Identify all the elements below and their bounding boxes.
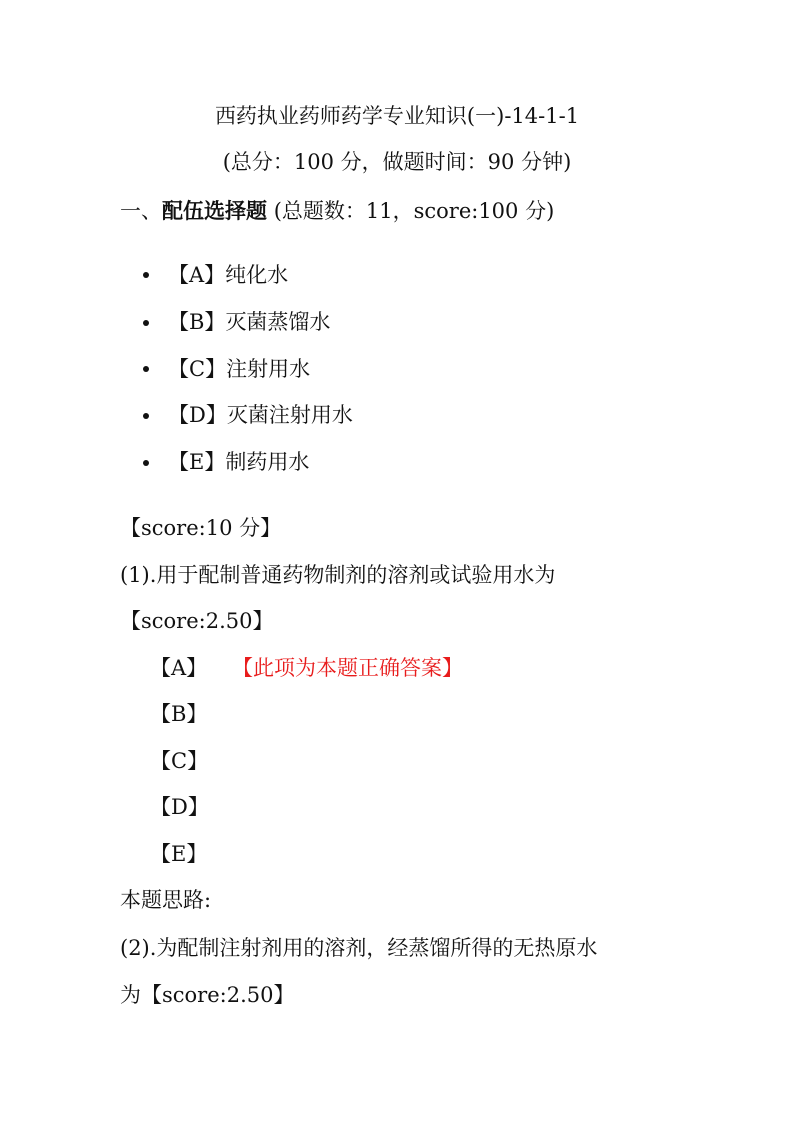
option-item	[168, 259, 288, 289]
doc-title: 西药执业药师药学专业知识(一)-14-1-1	[214, 104, 580, 128]
choice-d[interactable]: 【D】	[150, 795, 209, 819]
option-letter: 【B】	[168, 310, 226, 334]
option-item	[168, 306, 330, 336]
analysis-label: 本题思路:	[120, 888, 212, 912]
section-name: 配伍选择题	[162, 198, 267, 223]
group-score: 【score:10 分】	[120, 516, 282, 540]
section-prefix: 一、	[120, 199, 162, 223]
choice-b[interactable]: 【B】	[150, 702, 208, 726]
option-text: 制药用水	[225, 450, 310, 474]
choice-c[interactable]: 【C】	[150, 749, 209, 773]
doc-subtitle: (总分：100 分，做题时间：90 分钟)	[222, 150, 572, 174]
option-text: 纯化水	[225, 263, 289, 287]
bullet-icon	[143, 460, 149, 466]
choice-e[interactable]: 【E】	[150, 842, 208, 866]
option-text: 注射用水	[226, 357, 311, 381]
option-text: 灭菌蒸馏水	[225, 310, 331, 334]
option-letter: 【C】	[168, 357, 227, 381]
option-letter: 【D】	[168, 403, 227, 427]
bullet-icon	[143, 272, 149, 278]
correct-answer-note: 【此项为本题正确答案】	[232, 656, 463, 680]
bullet-icon	[143, 366, 149, 372]
section-heading	[120, 195, 554, 225]
option-item	[168, 353, 310, 383]
option-item	[168, 399, 353, 429]
choice-a[interactable]: 【A】	[150, 656, 208, 680]
bullet-icon	[143, 320, 149, 326]
option-letter: 【A】	[168, 263, 226, 287]
option-text: 灭菌注射用水	[226, 403, 353, 427]
question-2-text: (2).为配制注射剂用的溶剂，经蒸馏所得的无热原水	[120, 936, 598, 960]
question-1-score: 【score:2.50】	[120, 609, 274, 633]
option-item	[168, 446, 309, 476]
bullet-icon	[143, 413, 149, 419]
question-2-text-cont: 为【score:2.50】	[120, 983, 295, 1007]
section-meta: (总题数：11，score:100 分)	[273, 199, 555, 223]
option-letter: 【E】	[168, 450, 226, 474]
question-1-text: (1).用于配制普通药物制剂的溶剂或试验用水为	[120, 563, 556, 587]
